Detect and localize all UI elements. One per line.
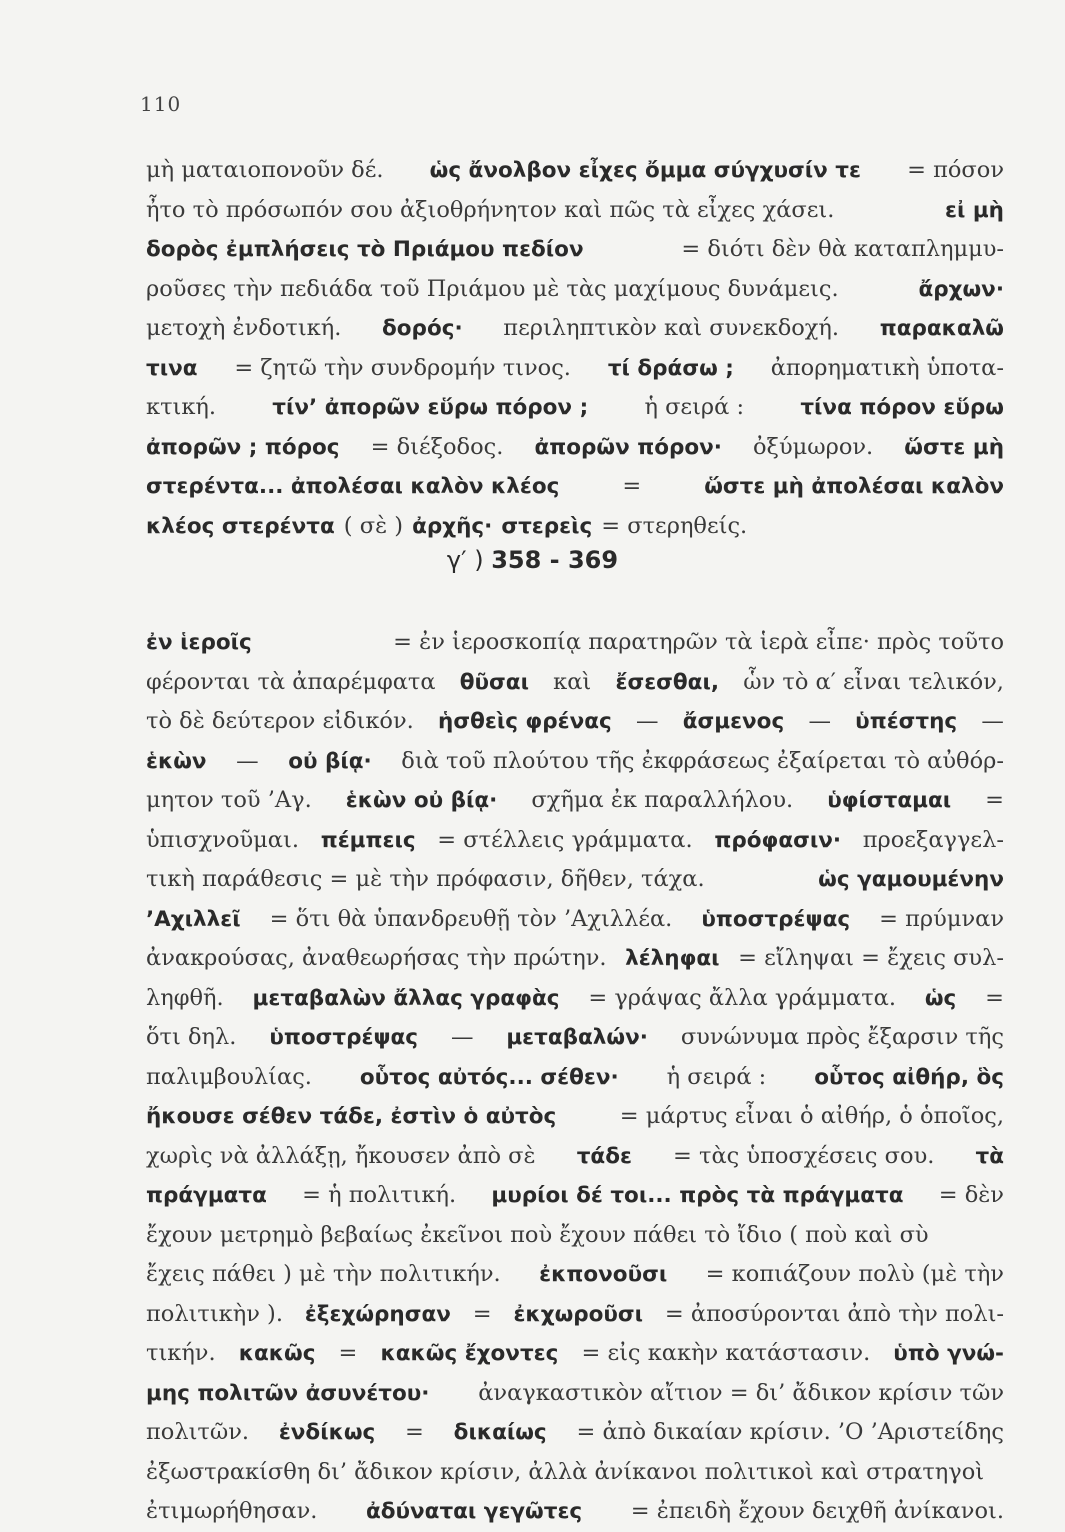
gloss-text: = ἐν ἱεροσκοπίᾳ παρατηρῶν τὰ ἱερὰ εἶπε· πρὸς τοῦτο [393,629,1004,655]
commentary-paragraph-1 [146,151,1004,546]
text-line [146,349,1004,389]
gloss-text: περιληπτικὸν καὶ συνεκδοχή. [503,315,840,341]
text-line [146,428,1004,468]
gloss-text: — [636,708,659,734]
gloss-text: = εἴληψαι = ἔχεις συλ- [738,945,1004,971]
lemma-term: ἤκουσε σέθεν τάδε, ἐστὶν ὁ αὐτὸς [146,1104,557,1129]
lemma-term: δορὸς ἐμπλήσεις τὸ Πριάμου πεδίον [146,237,584,262]
text-line [146,1097,1004,1137]
text-line [146,388,1004,428]
lemma-term: οὐ βίᾳ· [288,748,372,774]
gloss-text: καὶ [553,668,592,695]
gloss-text: ἔχεις πάθει ) μὲ τὴν πολιτικήν. [146,1261,501,1287]
lemma-term: εἰ μὴ [945,197,1004,223]
gloss-text: τικὴ παράθεσις = μὲ τὴν πρόφασιν, δῆθεν, τάχα. [146,866,705,892]
lemma-term: πράγματα [146,1183,267,1208]
lemma-term: μυρίοι δέ τοι... πρὸς τὰ πράγματα [491,1183,904,1208]
gloss-text: = πόσον [907,157,1004,183]
gloss-text: ἀνακρούσας, ἀναθεωρήσας τὴν πρώτην. [146,945,607,971]
lemma-term: ἀπορῶν πόρον· [534,434,722,460]
gloss-text: ἦτο τὸ πρόσωπόν σου ἀξιοθρήνητον καὶ πῶς τὰ εἶχες χάσει. [146,196,835,223]
gloss-text: = διέξοδος. [370,433,504,460]
gloss-text: χωρὶς νὰ ἀλλάξῃ, ἤκουσεν ἀπὸ σὲ [146,1142,536,1169]
lemma-term: πρόφασιν· [714,827,842,853]
text-line [146,702,1004,742]
gloss-text: = πρύμναν [879,905,1004,932]
gloss-text: προεξαγγελ- [862,826,1004,853]
lemma-term: παρακαλῶ [879,316,1004,341]
gloss-text: = γράψας ἄλλα γράμματα. [588,984,896,1011]
gloss-text: πολιτικὴν ). [146,1300,283,1327]
lemma-term: οὗτος αὐτός... σέθεν· [359,1064,619,1090]
text-line [146,1058,1004,1098]
gloss-text: ὀξύμωρον. [753,433,874,460]
text-line [146,821,1004,861]
gloss-text: = [338,1340,358,1366]
text-line [146,1374,1004,1414]
gloss-text: = [985,787,1004,813]
text-line [146,1137,1004,1177]
gloss-text: μὴ ματαιοπονοῦν δέ. [146,157,384,183]
gloss-text: = στερηθείς. [601,512,748,539]
text-line [146,309,1004,349]
text-line [146,191,1004,231]
gloss-text: = ζητῶ τὴν συνδρομήν τινος. [234,354,571,381]
gloss-text: κτική. [146,394,217,420]
lemma-term: τὰ [975,1143,1004,1169]
text-line [146,1413,1004,1453]
gloss-text: — [450,1024,474,1050]
lemma-term: ἐξεχώρησαν [304,1301,451,1327]
gloss-text: πολιτῶν. [146,1419,250,1445]
lemma-term: ἡσθεὶς φρένας [438,709,612,734]
text-line [146,742,1004,782]
gloss-text: ( σὲ ) [343,512,404,539]
text-line [146,979,1004,1019]
section-prefix: γ′ ) [446,546,484,574]
gloss-text: = [472,1300,492,1327]
gloss-text: ἔχουν μετρημὸ βεβαίως ἐκεῖνοι ποὺ ἔχουν πάθει τὸ ἴδιο ( ποὺ καὶ σὺ [146,1221,929,1248]
text-line [146,230,1004,270]
text-line [146,1255,1004,1295]
gloss-text: = ἀποσύρονται ἀπὸ τὴν πολι- [664,1300,1004,1327]
lemma-term: ἀδύναται γεγῶτες [365,1499,583,1524]
text-line [146,1176,1004,1216]
gloss-text: ἐξωστρακίσθη δι’ ἄδικον κρίσιν, ἀλλὰ ἀνίκανοι πολιτικοὶ καὶ στρατηγοὶ [146,1458,985,1485]
lemma-term: ὑφίσταμαι [827,788,952,813]
gloss-text: ἐτιμωρήθησαν. [146,1498,318,1524]
lemma-term: ὡς ἄνολβον εἶχες ὄμμα σύγχυσίν τε [429,158,861,183]
gloss-text: διὰ τοῦ πλούτου τῆς ἐκφράσεως ἐξαίρεται τὸ αὐθόρ- [401,747,1004,774]
text-line [146,781,1004,821]
lemma-term: κλέος στερέντα [146,513,335,539]
lemma-term: στερεὶς [501,513,593,539]
text-line [146,1295,1004,1335]
gloss-text: — [981,708,1004,734]
gloss-text: = διότι δὲν θὰ καταπλημμυ- [681,236,1004,262]
gloss-text: = εἰς κακὴν κατάστασιν. [581,1340,871,1366]
section-heading [0,546,1065,574]
lemma-term: οὗτος αἰθήρ, ὃς [814,1064,1004,1090]
gloss-text: τικήν. [146,1340,216,1366]
gloss-text: = μάρτυς εἶναι ὁ αἰθήρ, ὁ ὁποῖος, [619,1103,1004,1129]
lemma-term: ἐκπονοῦσι [539,1262,668,1287]
gloss-text: — [236,747,259,774]
lemma-term: ὥστε μὴ ἀπολέσαι καλὸν [704,474,1004,499]
gloss-text: = ὅτι θὰ ὑπανδρευθῇ τὸν ’Αχιλλέα. [269,905,673,932]
text-line [146,860,1004,900]
lemma-term: μεταβαλών· [506,1025,648,1050]
text-line [146,939,1004,979]
text-line [146,151,1004,191]
lemma-term: δορός· [382,316,463,341]
gloss-text: — [808,708,831,734]
lemma-term: ἐν ἱεροῖς [146,630,252,655]
gloss-text: = [622,473,642,499]
gloss-text: παλιμβουλίας. [146,1063,312,1090]
text-line [146,1334,1004,1374]
lemma-term: κακῶς [238,1341,316,1366]
gloss-text: ἡ σειρά : [666,1063,767,1090]
lemma-term: τίνα πόρον εὕρω [800,395,1004,420]
lemma-term: ἄσμενος [682,709,785,734]
gloss-text: ροῦσες τὴν πεδιάδα τοῦ Πριάμου μὲ τὰς μαχίμους δυνάμεις. [146,275,839,302]
lemma-term: ἑκὼν οὐ βίᾳ· [345,788,498,813]
text-line [146,1492,1004,1532]
lemma-term: κακῶς ἔχοντες [380,1341,559,1366]
lemma-term: ἐκχωροῦσι [513,1301,644,1327]
gloss-text: = τὰς ὑποσχέσεις σου. [673,1142,935,1169]
gloss-text: φέρονται τὰ ἀπαρέμφατα [146,668,436,695]
lemma-term: ὑποστρέψας [269,1025,419,1050]
gloss-text: = στέλλεις γράμματα. [437,826,693,853]
lemma-term: ἀρχῆς· [412,513,493,539]
gloss-text: ἀναγκαστικὸν αἴτιον = δι’ ἄδικον κρίσιν τῶν [478,1379,1004,1406]
text-line [146,1018,1004,1058]
lemma-term: ἔσεσθαι, [615,669,719,695]
gloss-text: ἡ σειρά : [644,394,745,420]
gloss-text: = ἡ πολιτική. [302,1182,457,1208]
text-line [146,623,1004,663]
gloss-text: συνώνυμα πρὸς ἔξαρσιν τῆς [680,1024,1004,1050]
lemma-term: τινα [146,355,198,381]
lemma-term: ὡς [924,985,957,1011]
text-line [146,1453,1004,1493]
gloss-text: ὧν τὸ α′ εἶναι τελικόν, [743,668,1004,695]
gloss-text: ὅτι δηλ. [146,1024,237,1050]
lemma-term: μεταβαλὼν ἄλλας γραφὰς [252,985,560,1011]
lemma-term: πέμπεις [320,827,416,853]
lemma-term: ὥστε μὴ [904,434,1004,460]
lemma-term: στερέντα... ἀπολέσαι καλὸν κλέος [146,474,560,499]
lemma-term: δικαίως [453,1420,547,1445]
verse-range: 358 - 369 [491,546,619,574]
text-line [146,900,1004,940]
gloss-text: = [405,1419,424,1445]
gloss-text: μετοχὴ ἐνδοτική. [146,315,342,341]
gloss-text: = [985,984,1004,1011]
gloss-text: = ἐπειδὴ ἔχουν δειχθῆ ἀνίκανοι. [630,1498,1004,1524]
text-line [146,270,1004,310]
gloss-text: ληφθῆ. [146,984,224,1011]
lemma-term: ὑποστρέψας [701,906,851,932]
gloss-text: μητον τοῦ ’Αγ. [146,787,312,813]
gloss-text: ὑπισχνοῦμαι. [146,826,299,853]
gloss-text: ἀπορηματικὴ ὑποτα- [770,354,1004,381]
lemma-term: ἐνδίκως [278,1420,376,1445]
gloss-text: = κοπιάζουν πολὺ (μὲ τὴν [705,1261,1004,1287]
lemma-term: ἄρχων· [918,276,1004,302]
text-line [146,467,1004,507]
lemma-term: ὡς γαμουμένην [818,867,1004,892]
lemma-term: ἀπορῶν ; πόρος [146,434,340,460]
gloss-text: = δὲν [938,1182,1004,1208]
lemma-term: τί δράσω ; [607,355,734,381]
text-line [146,1216,1004,1256]
text-line [146,663,1004,703]
lemma-term: ὑπὸ γνώ- [893,1341,1004,1366]
lemma-term: τίν’ ἀπορῶν εὕρω πόρον ; [272,395,589,420]
lemma-term: ὑπέστης [855,709,958,734]
lemma-term: θῦσαι [459,669,529,695]
page-number: 110 [140,92,182,116]
text-line [146,507,1004,547]
lemma-term: ἑκὼν [146,748,207,774]
lemma-term: μης πολιτῶν ἀσυνέτου· [146,1380,430,1406]
gloss-text: τὸ δὲ δεύτερον εἰδικόν. [146,708,414,734]
gloss-text: σχῆμα ἐκ παραλλήλου. [531,787,794,813]
gloss-text: = ἀπὸ δικαίαν κρίσιν. ’Ο ’Αριστείδης [576,1419,1004,1445]
commentary-paragraph-2 [146,623,1004,1532]
lemma-term: ’Αχιλλεῖ [146,906,241,932]
lemma-term: τάδε [576,1143,632,1169]
lemma-term: λέληφαι [625,946,720,971]
